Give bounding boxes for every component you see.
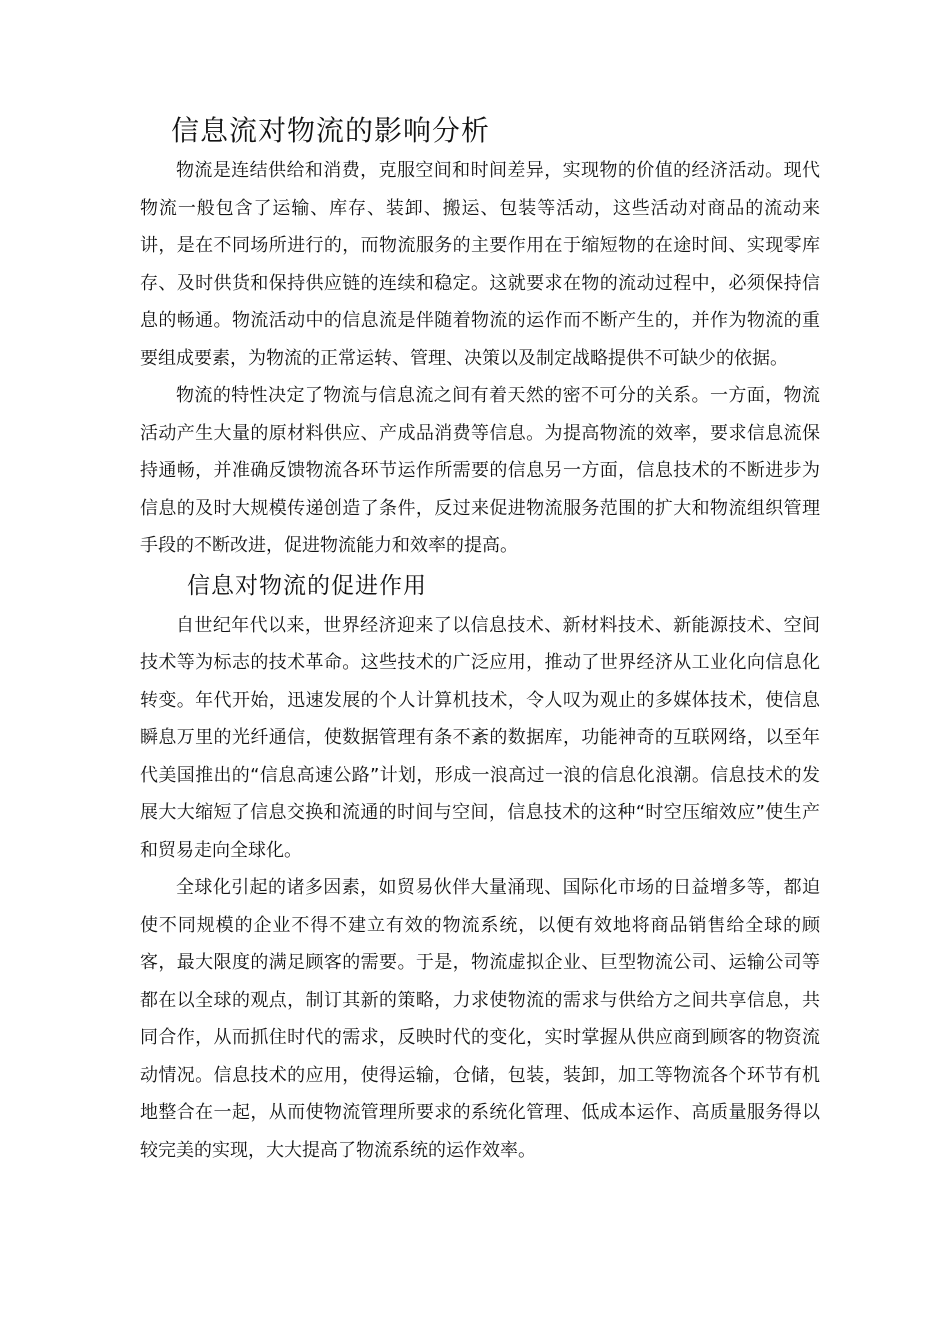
section-promotion [140,565,820,1170]
paragraph: 物流的特性决定了物流与信息流之间有着天然的密不可分的关系。一方面，物流活动产生大量的原材料供应、产成品消费等信息。为提高物流的效率，要求信息流保持通畅，并准确反馈物流各环节运作所需要的信息另一方面，信息技术的不断进步为信息的及时大规模传递创造了条件，反过来促进物流服务范围的扩大和物流组织管理手段的不断改进，促进物流能力和效率的提高。 [140,385,820,556]
section-heading: 信息对物流的促进作用 [187,572,427,599]
paragraph: 自世纪年代以来，世界经济迎来了以信息技术、新材料技术、新能源技术、空间技术等为标志的技术革命。这些技术的广泛应用，推动了世界经济从工业化向信息化转变。年代开始，迅速发展的个人计算机技术，令人叹为观止的多媒体技术，使信息瞬息万里的光纤通信，使数据管理有条不紊的数据库，功能神奇的互联网络，以至年代美国推出的“信息高速公路”计划，形成一浪高过一浪的信息化浪潮。信息技术的发展大大缩短了信息交换和流通的时间与空间，信息技术的这种“时空压缩效应”使生产和贸易走向全球化。 [140,614,820,861]
paragraph: 全球化引起的诸多因素，如贸易伙伴大量涌现、国际化市场的日益增多等，都迫使不同规模的企业不得不建立有效的物流系统，以便有效地将商品销售给全球的顾客，最大限度的满足顾客的需要。于是，物流虚拟企业、巨型物流公司、运输公司等都在以全球的观点，制订其新的策略，力求使物流的需求与供给方之间共享信息，共同合作，从而抓住时代的需求，反映时代的变化，实时掌握从供应商到顾客的物资流动情况。信息技术的应用，使得运输，仓储，包装，装卸，加工等物流各个环节有机地整合在一起，从而使物流管理所要求的系统化管理、低成本运作、高质量服务得以较完美的实现，大大提高了物流系统的运作效率。 [140,877,820,1161]
document-body [140,110,820,1169]
paragraph: 物流是连结供给和消费，克服空间和时间差异，实现物的价值的经济活动。现代物流一般包含了运输、库存、装卸、搬运、包装等活动，这些活动对商品的流动来讲，是在不同场所进行的，而物流服务的主要作用在于缩短物的在途时间、实现零库存、及时供货和保持供应链的连续和稳定。这就要求在物的流动过程中，必须保持信息的畅通。物流活动中的信息流是伴随着物流的运作而不断产生的，并作为物流的重要组成要素，为物流的正常运转、管理、决策以及制定战略提供不可缺少的依据。 [140,160,820,369]
section-intro [140,152,820,565]
document-title: 信息流对物流的影响分析 [171,114,491,147]
